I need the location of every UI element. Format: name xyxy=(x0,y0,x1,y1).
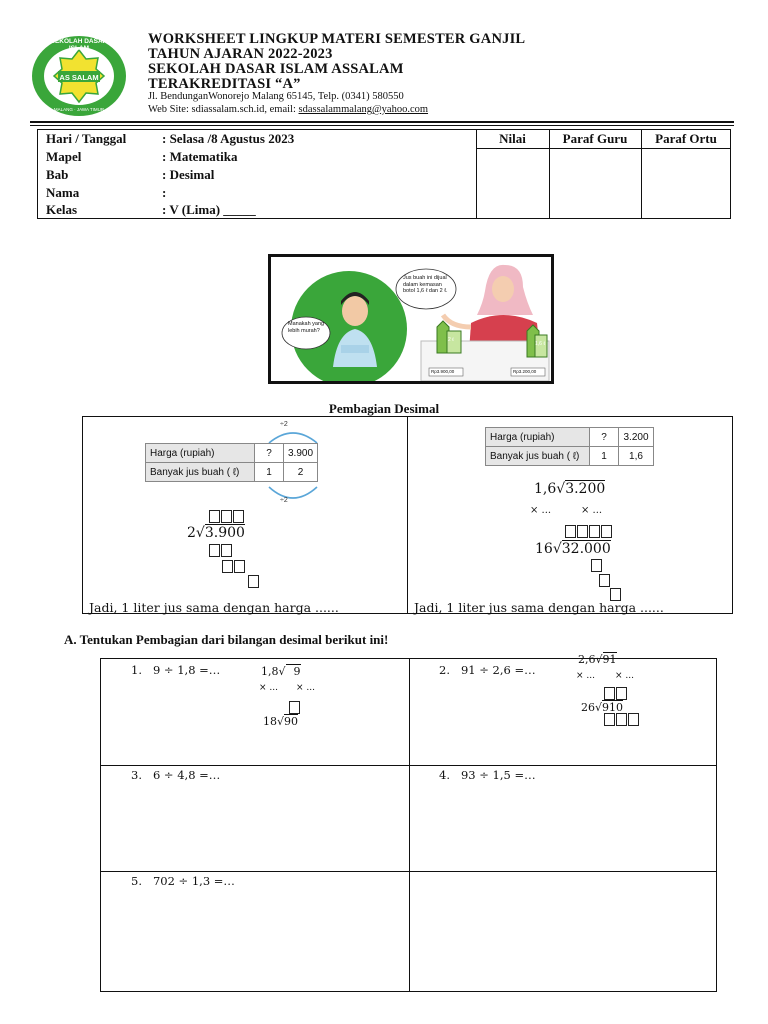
q2-division-2: 26√910 xyxy=(581,701,624,714)
header-title-4: TERAKREDITASI “A” xyxy=(148,76,301,92)
label-nama: Nama xyxy=(46,185,80,200)
col-paraf-guru: Paraf Guru xyxy=(562,131,628,146)
q5-num: 5. xyxy=(131,874,142,888)
question-4 xyxy=(439,768,536,782)
grid-divider xyxy=(409,659,410,991)
left-row1-label: Harga (rupiah) xyxy=(146,444,255,463)
q1-n1: 9 xyxy=(286,664,301,678)
left-row2-b: 2 xyxy=(284,463,318,482)
value-kelas: : V (Lima) _____ xyxy=(162,202,256,217)
q1-d1: 1,8 xyxy=(261,665,279,678)
story-illustration xyxy=(268,254,554,384)
question-2 xyxy=(439,663,536,677)
web-prefix: Web Site: sdiassalam.sch.id, email: xyxy=(148,104,299,115)
q2-d1: 2,6 xyxy=(578,653,596,666)
pack-label-1: 2 ℓ xyxy=(448,337,454,343)
price-tag-1: Rp3.900,00 xyxy=(431,369,455,374)
q4-text: 93 ÷ 1,5 =… xyxy=(460,768,536,782)
pack-label-2: 1,6 ℓ xyxy=(535,341,545,347)
section-title: Pembagian Desimal xyxy=(328,401,440,416)
q3-text: 6 ÷ 4,8 =… xyxy=(152,768,221,782)
right-row2-label: Banyak jus buah ( ℓ) xyxy=(486,447,590,466)
work-boxes[interactable] xyxy=(248,575,260,593)
q3-num: 3. xyxy=(131,768,142,782)
header-title-2: TAHUN AJARAN 2022-2023 xyxy=(148,46,333,62)
dividend: 3.200 xyxy=(565,481,606,497)
long-division-right-1: 1,6√3.200 xyxy=(534,481,606,497)
left-price-table xyxy=(145,443,318,482)
email-link[interactable]: sdassalammalang@yahoo.com xyxy=(298,104,429,115)
long-division-right-2: 16√32.000 xyxy=(535,541,611,557)
q1-times-1: × ... xyxy=(259,683,278,693)
header-rule-thin xyxy=(30,125,734,126)
q1-division-2: 18√90 xyxy=(263,715,299,728)
q1-division-1: 1,8√ 9 xyxy=(261,665,301,678)
left-row2-label: Banyak jus buah ( ℓ) xyxy=(146,463,255,482)
section-a-title: A. Tentukan Pembagian dari bilangan desimal berikut ini! xyxy=(64,632,389,647)
q1-num: 1. xyxy=(131,663,142,677)
header-rule-thick xyxy=(30,121,734,123)
q2-text: 91 ÷ 2,6 =… xyxy=(460,663,536,677)
q2-division-1: 2,6√91 xyxy=(578,653,617,666)
right-row2-a: 1 xyxy=(590,447,619,466)
q1-n2: 90 xyxy=(284,715,299,728)
price-tag-2: Rp3.200,00 xyxy=(513,369,537,374)
label-bab: Bab xyxy=(46,167,69,182)
logo-bottom-text: MALANG · JAWA TIMUR xyxy=(53,107,105,112)
right-price-table xyxy=(485,427,654,466)
info-header-rule xyxy=(476,148,730,149)
grid-divider xyxy=(101,871,716,872)
right-row2-b: 1,6 xyxy=(619,447,654,466)
q2-work-boxes[interactable] xyxy=(604,713,640,731)
div2-top-label: ÷2 xyxy=(280,421,288,428)
left-row1-a: ? xyxy=(255,444,284,463)
q1-times-2: × ... xyxy=(296,683,315,693)
right-row1-label: Harga (rupiah) xyxy=(486,428,590,447)
divisor: 16 xyxy=(535,541,553,557)
long-division-left: 2√3.900 xyxy=(187,525,245,541)
school-logo xyxy=(30,34,128,118)
conclusion-right: Jadi, 1 liter jus sama dengan harga ...... xyxy=(414,600,664,615)
header-title-3: SEKOLAH DASAR ISLAM ASSALAM xyxy=(148,61,404,77)
label-hari: Hari / Tanggal xyxy=(46,131,127,146)
exercise-grid xyxy=(100,653,717,992)
value-mapel: : Matematika xyxy=(162,149,238,164)
label-kelas: Kelas xyxy=(46,202,78,217)
q4-num: 4. xyxy=(439,768,450,782)
q2-times-2: × ... xyxy=(615,671,634,681)
q2-n1: 91 xyxy=(602,653,617,666)
bubble-girl: Jus buah ini dijual dalam kemasan botol 1,6 ℓ dan 2 ℓ. xyxy=(403,275,448,294)
division-divider xyxy=(407,417,408,613)
right-row1-b: 3.200 xyxy=(619,428,654,447)
header-address: Jl. BendunganWonorejo Malang 65145, Telp. (0341) 580550 xyxy=(148,91,404,102)
work-boxes[interactable] xyxy=(222,560,246,578)
question-1 xyxy=(131,663,220,677)
q2-d2: 26 xyxy=(581,701,595,714)
bubble-boy: Manakah yang lebih murah? xyxy=(288,321,325,334)
label-mapel: Mapel xyxy=(46,149,82,164)
left-row1-b: 3.900 xyxy=(284,444,318,463)
q2-num: 2. xyxy=(439,663,450,677)
logo-center-text: AS SALAM xyxy=(59,73,99,82)
info-table xyxy=(37,129,731,219)
col-nilai: Nilai xyxy=(499,131,526,146)
q2-times-1: × ... xyxy=(576,671,595,681)
value-nama[interactable]: : xyxy=(162,185,167,200)
right-row1-a: ? xyxy=(590,428,619,447)
q1-text: 9 ÷ 1,8 =… xyxy=(152,663,221,677)
times-label-2: × ... xyxy=(581,505,603,516)
divisor: 2 xyxy=(187,525,196,541)
col-paraf-ortu: Paraf Ortu xyxy=(655,131,717,146)
question-5 xyxy=(131,874,235,888)
left-row2-a: 1 xyxy=(255,463,284,482)
dividend: 32.000 xyxy=(561,541,611,557)
grid-divider xyxy=(101,765,716,766)
times-label-1: × ... xyxy=(530,505,552,516)
divisor: 1,6 xyxy=(534,481,557,497)
q1-d2: 18 xyxy=(263,715,277,728)
value-hari: : Selasa /8 Agustus 2023 xyxy=(162,131,295,146)
header-web xyxy=(148,104,428,115)
div2-bottom-label: ÷2 xyxy=(280,497,288,504)
logo-top-text: SEKOLAH DASAR ISLAM xyxy=(50,38,108,52)
conclusion-left: Jadi, 1 liter jus sama dengan harga ...... xyxy=(89,600,339,615)
value-bab: : Desimal xyxy=(162,167,215,182)
division-examples xyxy=(82,416,733,614)
dividend: 3.900 xyxy=(204,525,245,541)
header-title-1: WORKSHEET LINGKUP MATERI SEMESTER GANJIL xyxy=(148,31,526,47)
q5-text: 702 ÷ 1,3 =… xyxy=(152,874,235,888)
q2-n2: 910 xyxy=(602,701,624,714)
question-3 xyxy=(131,768,220,782)
